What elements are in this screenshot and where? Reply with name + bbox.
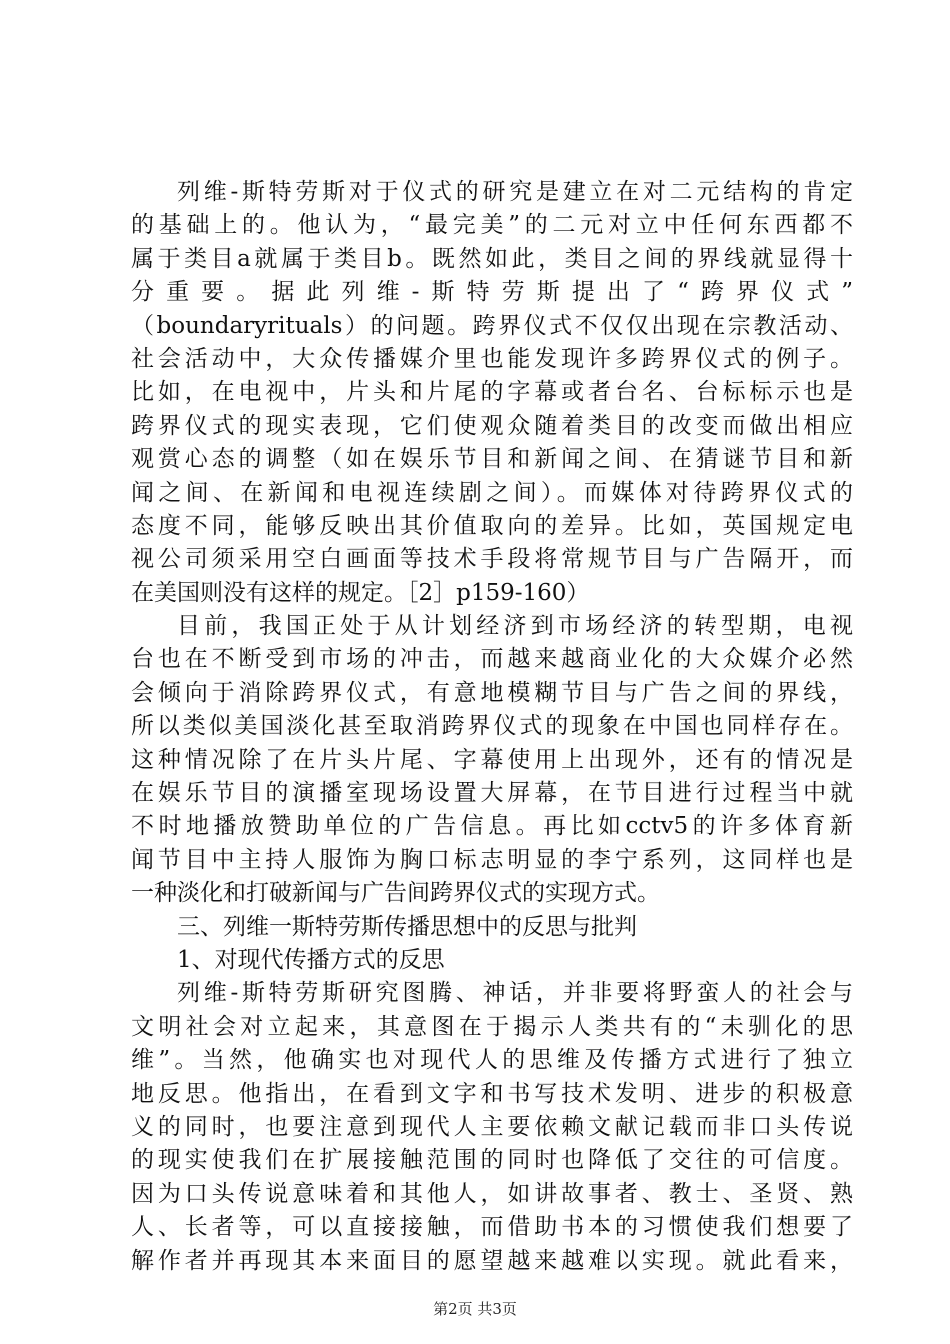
text-line: 跨界仪式的现实表现，它们使观众随着类目的改变而做出相应 (131, 412, 853, 439)
text-line: 地反思。他指出，在看到文字和书写技术发明、进步的积极意 (131, 1080, 853, 1107)
text-line: 目前，我国正处于从计划经济到市场经济的转型期，电视 (177, 613, 853, 640)
text-line: 这种情况除了在片头片尾、字幕使用上出现外，还有的情况是 (131, 746, 853, 773)
text-line: 义的同时，也要注意到现代人主要依赖文献记载而非口头传说 (131, 1113, 853, 1140)
text-line: 分重要。据此列维-斯特劳斯提出了“跨界仪式” (131, 279, 853, 306)
text-line: 视公司须采用空白画面等技术手段将常规节目与广告隔开，而 (131, 546, 853, 573)
text-line: 解作者并再现其本来面目的愿望越来越难以实现。就此看来， (131, 1247, 853, 1274)
section-heading: 三、列维一斯特劳斯传播思想中的反思与批判 (177, 913, 637, 940)
text-line: 一种淡化和打破新闻与广告间跨界仪式的实现方式。 (131, 880, 660, 907)
page-number-footer: 第2页 共3页 (433, 1300, 517, 1318)
text-line: 台也在不断受到市场的冲击，而越来越商业化的大众媒介必然 (131, 646, 853, 673)
text-line: 会倾向于消除跨界仪式，有意地模糊节目与广告之间的界线， (131, 679, 853, 706)
text-line: 不时地播放赞助单位的广告信息。再比如cctv5的许多体育新 (131, 813, 853, 840)
text-line: 列维-斯特劳斯研究图腾、神话，并非要将野蛮人的社会与 (177, 980, 853, 1007)
text-line: 在娱乐节目的演播室现场设置大屏幕，在节目进行过程当中就 (131, 780, 853, 807)
text-line: 文明社会对立起来，其意图在于揭示人类共有的“未驯化的思 (131, 1013, 853, 1040)
text-line: 的基础上的。他认为，“最完美”的二元对立中任何东西都不 (131, 212, 853, 239)
text-line: 闻节目中主持人服饰为胸口标志明显的李宁系列，这同样也是 (131, 846, 853, 873)
text-line: 闻之间、在新闻和电视连续剧之间）。而媒体对待跨界仪式的 (131, 479, 853, 506)
text-line: 社会活动中，大众传播媒介里也能发现许多跨界仪式的例子。 (131, 345, 853, 372)
text-line: 维”。当然，他确实也对现代人的思维及传播方式进行了独立 (131, 1047, 853, 1074)
text-line: 列维-斯特劳斯对于仪式的研究是建立在对二元结构的肯定 (177, 179, 853, 205)
document-body (131, 176, 853, 1278)
text-line: 因为口头传说意味着和其他人，如讲故事者、教士、圣贤、熟 (131, 1180, 853, 1207)
text-line: 态度不同，能够反映出其价值取向的差异。比如，英国规定电 (131, 512, 853, 539)
text-line: 的现实使我们在扩展接触范围的同时也降低了交往的可信度。 (131, 1147, 853, 1174)
text-line: 人、长者等，可以直接接触，而借助书本的习惯使我们想要了 (131, 1214, 853, 1241)
text-line: 比如，在电视中，片头和片尾的字幕或者台名、台标标示也是 (131, 379, 853, 406)
text-line: 所以类似美国淡化甚至取消跨界仪式的现象在中国也同样存在。 (131, 713, 853, 740)
text-line: （boundaryrituals）的问题。跨界仪式不仅仅出现在宗教活动、 (131, 312, 853, 339)
text-line: 在美国则没有这样的规定。［2］p159-160） (131, 579, 590, 606)
text-line: 观赏心态的调整（如在娱乐节目和新闻之间、在猜谜节目和新 (131, 446, 853, 473)
text-line: 属于类目a就属于类目b。既然如此，类目之间的界线就显得十 (131, 245, 853, 272)
subsection-heading: 1、对现代传播方式的反思 (177, 946, 445, 973)
